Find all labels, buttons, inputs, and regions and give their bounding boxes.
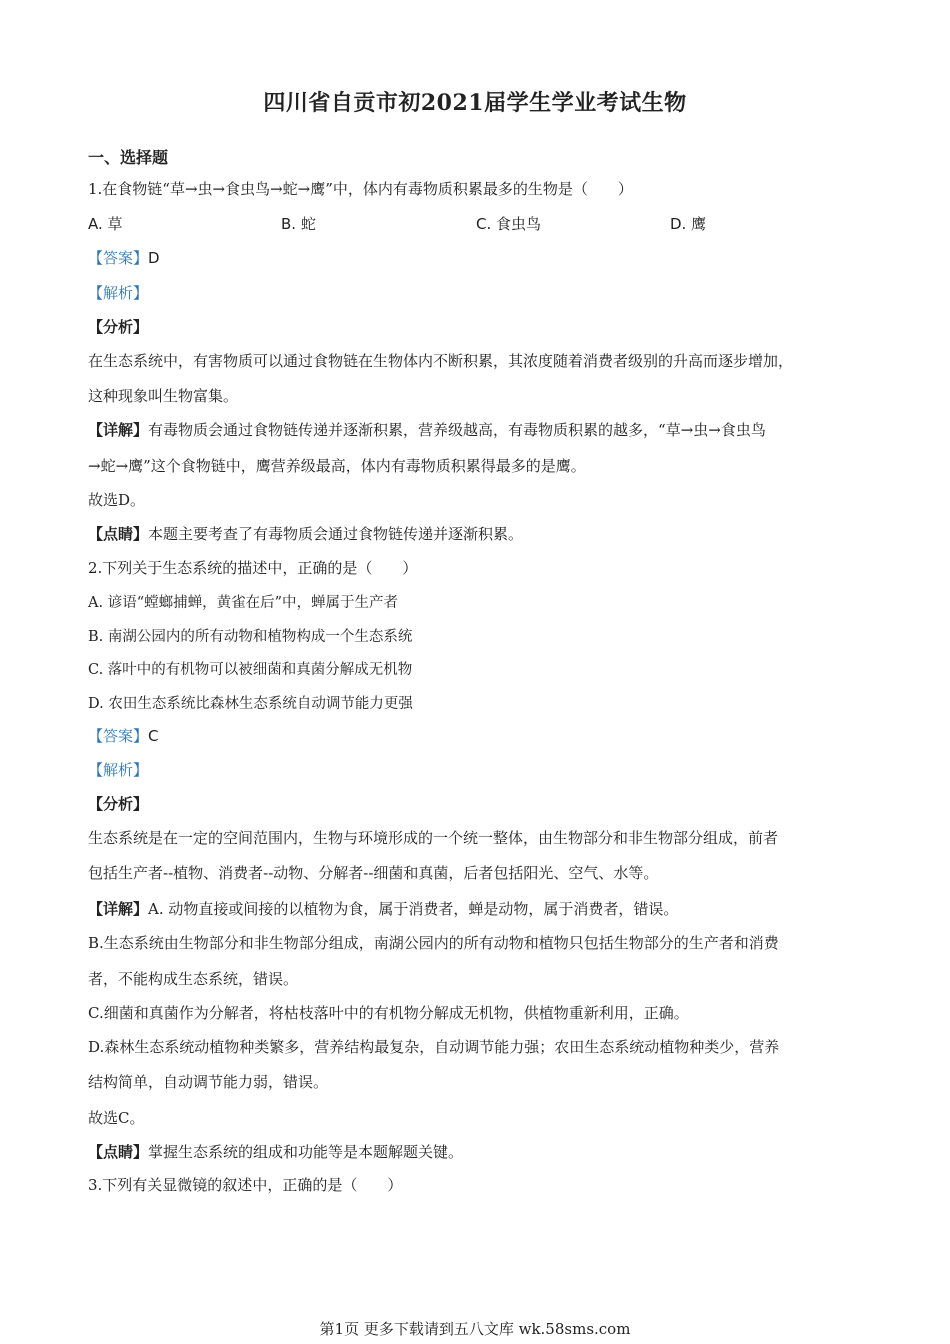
question-2-stem: 2.下列关于生态系统的描述中，正确的是（ ）: [88, 559, 418, 577]
q2-fenxi-line-1: 生态系统是在一定的空间范围内，生物与环境形成的一个统一整体，由生物部分和非生物部分组成，前者: [88, 829, 779, 847]
page-footer: 第1页 更多下载请到五八文库 wk.58sms.com: [319, 1320, 631, 1338]
answer-tag: 【答案】: [88, 727, 149, 745]
q2-fenxi-line-2: 包括生产者--植物、消费者--动物、分解者--细菌和真菌，后者包括阳光、空气、水等。: [88, 864, 659, 882]
dianjing-tag: 【点睛】: [88, 525, 149, 543]
q1-fenxi-line-2: 这种现象叫生物富集。: [88, 387, 239, 405]
q2-analysis-tag: 【解析】: [88, 761, 149, 779]
q2-fenxi-tag: 【分析】: [88, 795, 149, 813]
q1-option-b: B. 蛇: [281, 215, 316, 233]
q2-detail-line-2: B.生态系统由生物部分和非生物部分组成，南湖公园内的所有动物和植物只包括生物部分的生产者和消费: [88, 934, 779, 952]
q2-answer: [88, 725, 159, 746]
q2-detail-line-1: [88, 898, 678, 919]
answer-value: C: [148, 727, 159, 745]
question-1-stem: 1.在食物链“草→虫→食虫鸟→蛇→鹰”中，体内有毒物质积累最多的生物是（ ）: [88, 180, 633, 198]
q2-option-a: A. 谚语“螳螂捕蝉，黄雀在后”中，蝉属于生产者: [88, 595, 399, 611]
detail-text: 有毒物质会通过食物链传递并逐渐积累，营养级越高，有毒物质积累的越多，“草→虫→食虫鸟: [148, 421, 766, 439]
q2-detail-line-4: C.细菌和真菌作为分解者，将枯枝落叶中的有机物分解成无机物，供植物重新利用，正确。: [88, 1004, 689, 1022]
q2-conclusion: 故选C。: [88, 1109, 145, 1127]
q1-conclusion: 故选D。: [88, 491, 146, 509]
q1-analysis-tag: 【解析】: [88, 284, 149, 302]
detail-text: A. 动物直接或间接的以植物为食，属于消费者，蝉是动物，属于消费者，错误。: [148, 900, 679, 918]
q1-option-a: A. 草: [88, 215, 123, 233]
question-3-stem: 3.下列有关显微镜的叙述中，正确的是（ ）: [88, 1176, 403, 1194]
q1-answer: [88, 247, 160, 268]
q2-option-c: C. 落叶中的有机物可以被细菌和真菌分解成无机物: [88, 662, 413, 678]
q2-detail-line-3: 者，不能构成生态系统，错误。: [88, 970, 299, 988]
q2-detail-line-6: 结构简单，自动调节能力弱，错误。: [88, 1073, 329, 1091]
dianjing-tag: 【点睛】: [88, 1143, 149, 1161]
q2-detail-line-5: D.森林生态系统动植物种类繁多，营养结构最复杂，自动调节能力强；农田生态系统动植物种类少，营养: [88, 1038, 780, 1056]
answer-value: D: [148, 249, 160, 267]
q1-option-d: D. 鹰: [670, 215, 707, 233]
q1-fenxi-tag: 【分析】: [88, 318, 149, 336]
q1-dianjing: [88, 523, 523, 544]
dianjing-text: 本题主要考查了有毒物质会通过食物链传递并逐渐积累。: [148, 525, 524, 543]
q2-option-b: B. 南湖公园内的所有动物和植物构成一个生态系统: [88, 629, 413, 645]
page-title: 四川省自贡市初2021届学生学业考试生物: [263, 90, 687, 116]
dianjing-text: 掌握生态系统的组成和功能等是本题解题关键。: [148, 1143, 464, 1161]
answer-tag: 【答案】: [88, 249, 149, 267]
q2-option-d: D. 农田生态系统比森林生态系统自动调节能力更强: [88, 696, 413, 712]
q1-detail-line-2: →蛇→鹰”这个食物链中，鹰营养级最高，体内有毒物质积累得最多的是鹰。: [88, 457, 586, 475]
section-heading: 一、选择题: [88, 148, 169, 167]
q1-option-c: C. 食虫鸟: [476, 215, 542, 233]
detail-tag: 【详解】: [88, 900, 149, 918]
q1-fenxi-line-1: 在生态系统中，有害物质可以通过食物链在生物体内不断积累，其浓度随着消费者级别的升高而逐步增加，: [88, 352, 794, 370]
detail-tag: 【详解】: [88, 421, 149, 439]
q2-dianjing: [88, 1141, 463, 1162]
q1-detail-line-1: [88, 419, 766, 440]
